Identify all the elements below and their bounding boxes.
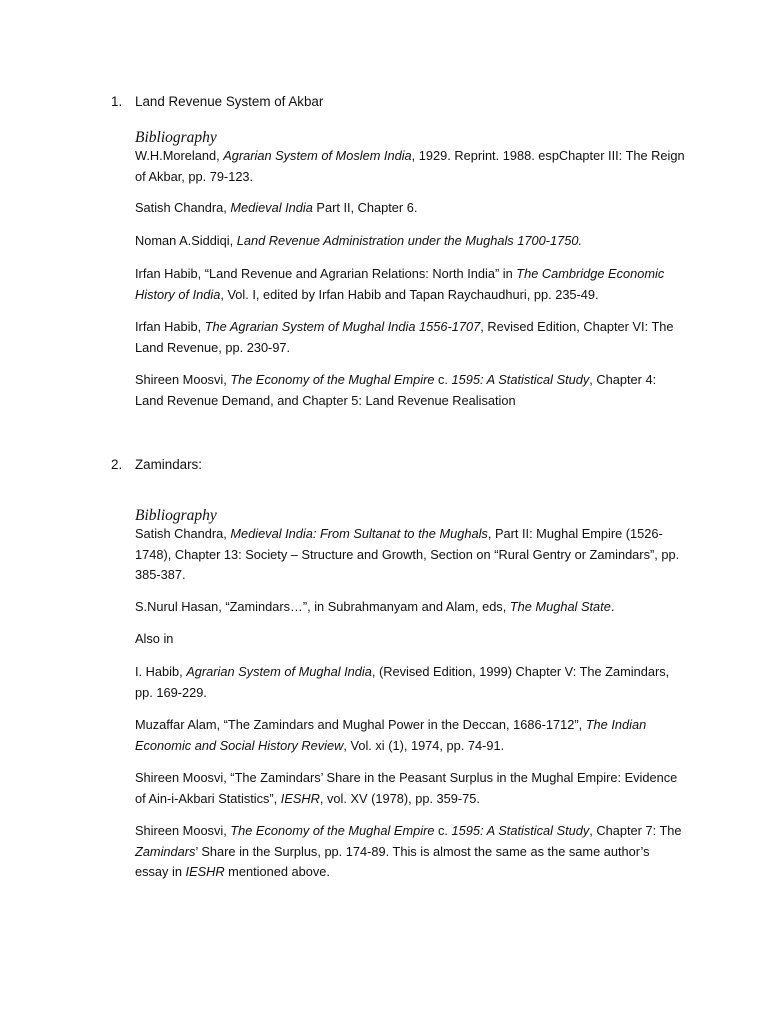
italic-title-run: Agrarian System of Moslem India [223, 148, 412, 163]
bibliography-label: Bibliography [135, 129, 217, 146]
italic-title-run: The Agrarian System of Mughal India 1556-1707 [204, 319, 481, 334]
bibliography-entry [135, 597, 685, 618]
italic-title-run: 1595: A Statistical Study [451, 372, 590, 387]
italic-title-run: Land Revenue Administration under the Mughals 1700-1750. [236, 233, 583, 248]
text-run: ’ Share in the Surplus, pp. 174-89. This is almost the same as the same author’s essay in [135, 843, 650, 879]
text-run: , Part II: Mughal Empire (1526-1748), Chapter 13: Society – Structure and Growth, Section on “Rural Gentry or Zamindars”, pp. 385-387. [135, 526, 680, 582]
text-run: I. Habib, [135, 664, 187, 679]
italic-title-run: Medieval India: From Sultanat to the Mughals [230, 526, 488, 541]
italic-title-run: Medieval India [230, 200, 313, 215]
section-2-heading [111, 456, 202, 474]
bibliography-entry [135, 662, 685, 703]
text-run: , (Revised Edition, 1999) Chapter V: The Zamindars, pp. 169-229. [135, 664, 670, 700]
text-run: Irfan Habib, [135, 319, 205, 334]
text-run: Shireen Moosvi, “The Zamindars’ Share in the Peasant Surplus in the Mughal Empire: Evidence of Ain-i-Akbari Statistics”, [135, 770, 678, 806]
italic-title-run: The Cambridge Economic History of India [135, 266, 665, 302]
section-number: 1. [111, 94, 123, 109]
text-run: Shireen Moosvi, [135, 823, 231, 838]
text-run: Noman A.Siddiqi, [135, 233, 237, 248]
bibliography-entry [135, 198, 685, 219]
italic-title-run: The Indian Economic and Social History Review [135, 717, 647, 753]
text-run: , Chapter 7: The [589, 823, 682, 838]
bibliography-entry [135, 715, 685, 756]
text-run: S.Nurul Hasan, “Zamindars…”, in Subrahmanyam and Alam, eds, [135, 599, 510, 614]
text-run: . [610, 599, 615, 614]
bibliography-entry [135, 629, 685, 650]
italic-title-run: IESHR [185, 864, 225, 879]
italic-title-run: 1595: A Statistical Study [451, 823, 590, 838]
bibliography-entry [135, 317, 685, 358]
text-run: , Vol. xi (1), 1974, pp. 74-91. [343, 737, 505, 753]
text-run: Muzaffar Alam, “The Zamindars and Mughal Power in the Deccan, 1686-1712”, [135, 717, 586, 732]
bibliography-entry [135, 524, 685, 586]
text-run: Satish Chandra, [135, 526, 231, 541]
bibliography-entry [135, 231, 685, 252]
bibliography-entry [135, 821, 685, 883]
italic-title-run: Zamindars [135, 843, 196, 859]
section-1-heading [111, 93, 323, 111]
text-run: Shireen Moosvi, [135, 372, 231, 387]
italic-title-run: The Economy of the Mughal Empire [230, 823, 435, 838]
bibliography-entry [135, 146, 685, 187]
text-run: mentioned above. [224, 864, 330, 879]
text-run: c. [434, 372, 452, 387]
text-run: , Vol. I, edited by Irfan Habib and Tapan Raychaudhuri, pp. 235-49. [220, 286, 599, 302]
text-run: c. [434, 823, 452, 838]
text-run: W.H.Moreland, [135, 148, 224, 163]
text-run: , Revised Edition, Chapter VI: The Land Revenue, pp. 230-97. [135, 319, 674, 355]
bibliography-label: Bibliography [135, 507, 217, 524]
text-run: , 1929. Reprint. 1988. espChapter III: The Reign of Akbar, pp. 79-123. [135, 148, 685, 184]
text-run: , Chapter 4: Land Revenue Demand, and Chapter 5: Land Revenue Realisation [135, 372, 657, 408]
text-run: Part II, Chapter 6. [312, 200, 418, 215]
section-number: 2. [111, 457, 123, 472]
bibliography-entry [135, 370, 685, 411]
italic-title-run: The Economy of the Mughal Empire [230, 372, 435, 387]
text-run: , vol. XV (1978), pp. 359-75. [319, 790, 480, 806]
text-run: Also in [135, 631, 174, 646]
bibliography-entry [135, 768, 685, 809]
italic-title-run: IESHR [280, 790, 320, 806]
section-title: Zamindars: [135, 457, 202, 472]
section-title: Land Revenue System of Akbar [135, 94, 324, 109]
italic-title-run: Agrarian System of Mughal India [186, 664, 372, 679]
italic-title-run: The Mughal State [509, 599, 611, 614]
text-run: Satish Chandra, [135, 200, 231, 215]
bibliography-entry [135, 264, 685, 305]
text-run: Irfan Habib, “Land Revenue and Agrarian Relations: North India” in [135, 266, 517, 281]
